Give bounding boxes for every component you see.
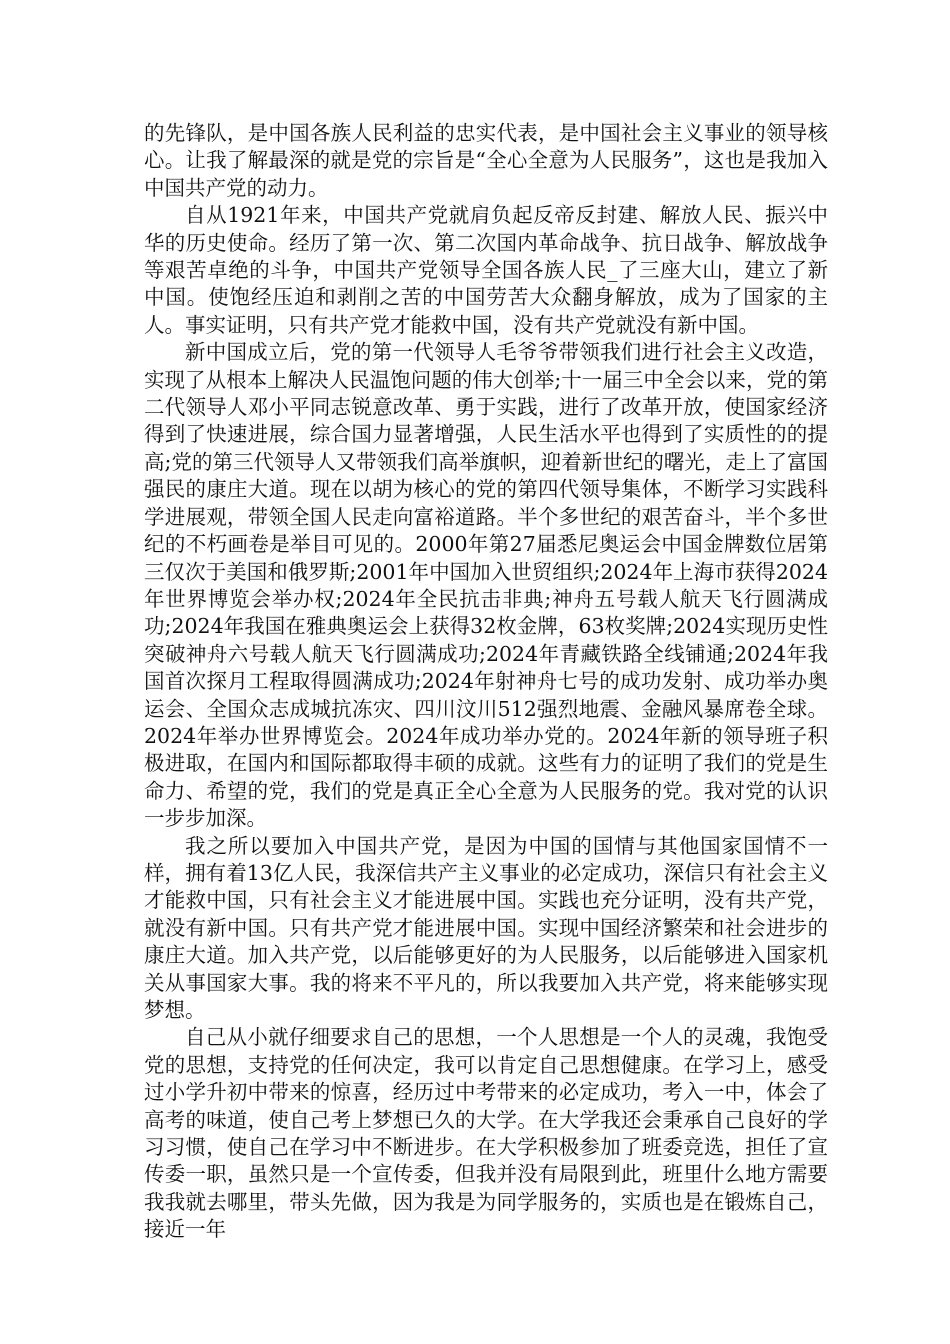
paragraph-reason-to-join: 我之所以要加入中国共产党，是因为中国的国情与其他国家国情不一样，拥有着13亿人民，我深信共产主义事业的必定成功，深信只有社会主义才能救中国，只有社会主义才能进展中国。实践也充分证明，没有共产党，就没有新中国。只有共产党才能进展中国。实现中国经济繁荣和社会进步的康庄大道。加入共产党，以后能够更好的为人民服务，以后能够进入国家机关从事国家大事。我的将来不平凡的，所以我要加入共产党，将来能够实现梦想。: [144, 833, 828, 1022]
paragraph-continuation: 的先锋队，是中国各族人民利益的忠实代表，是中国社会主义事业的领导核心。让我了解最深的就是党的宗旨是“全心全意为人民服务”，这也是我加入中国共产党的动力。: [144, 121, 828, 200]
document-page: [144, 120, 828, 1244]
paragraph-new-china-achievements: 新中国成立后，党的第一代领导人毛爷爷带领我们进行社会主义改造，实现了从根本上解决人民温饱问题的伟大创举;十一届三中全会以来，党的第二代领导人邓小平同志锐意改革、勇于实践，进行了改革开放，使国家经济得到了快速进展，综合国力显著增强，人民生活水平也得到了实质性的的提高;党的第三代领导人又带领我们高举旗帜，迎着新世纪的曙光，走上了富国强民的康庄大道。现在以胡为核心的党的第四代领导集体，不断学习实践科学进展观，带领全国人民走向富裕道路。半个多世纪的艰苦奋斗，半个多世纪的不朽画卷是举目可见的。2000年第27届悉尼奥运会中国金牌数位居第三仅次于美国和俄罗斯;2001年中国加入世贸组织;2024年上海市获得2024年世界博览会举办权;2024年全民抗击非典;神舟五号载人航天飞行圆满成功;2024年我国在雅典奥运会上获得32枚金牌，63枚奖牌;2024实现历史性突破神舟六号载人航天飞行圆满成功;2024年青藏铁路全线铺通;2024年我国首次探月工程取得圆满成功;2024年射神舟七号的成功发射、成功举办奥运会、全国众志成城抗冻灾、四川汶川512强烈地震、金融风暴席卷全球。2024年举办世界博览会。2024年成功举办党的。2024年新的领导班子积极进取，在国内和国际都取得丰硕的成就。这些有力的证明了我们的党是生命力、希望的党，我们的党是真正全心全意为人民服务的党。我对党的认识一步步加深。: [144, 340, 828, 831]
paragraph-party-history: 自从1921年来，中国共产党就肩负起反帝反封建、解放人民、振兴中华的历史使命。经历了第一次、第二次国内革命战争、抗日战争、解放战争等艰苦卓绝的斗争，中国共产党领导全国各族人民_了三座大山，建立了新中国。使饱经压迫和剥削之苦的中国劳苦大众翻身解放，成为了国家的主人。事实证明，只有共产党才能救中国，没有共产党就没有新中国。: [144, 203, 828, 337]
paragraph-self-requirements: 自己从小就仔细要求自己的思想，一个人思想是一个人的灵魂，我饱受党的思想，支持党的任何决定，我可以肯定自己思想健康。在学习上，感受过小学升初中带来的惊喜，经历过中考带来的必定成功，考入一中，体会了高考的味道，使自己考上梦想已久的大学。在大学我还会秉承自己良好的学习习惯，使自己在学习中不断进步。在大学积极参加了班委竞选，担任了宣传委一职，虽然只是一个宣传委，但我并没有局限到此，班里什么地方需要我我就去哪里，带头先做，因为我是为同学服务的，实质也是在锻炼自己，接近一年: [144, 1025, 828, 1242]
